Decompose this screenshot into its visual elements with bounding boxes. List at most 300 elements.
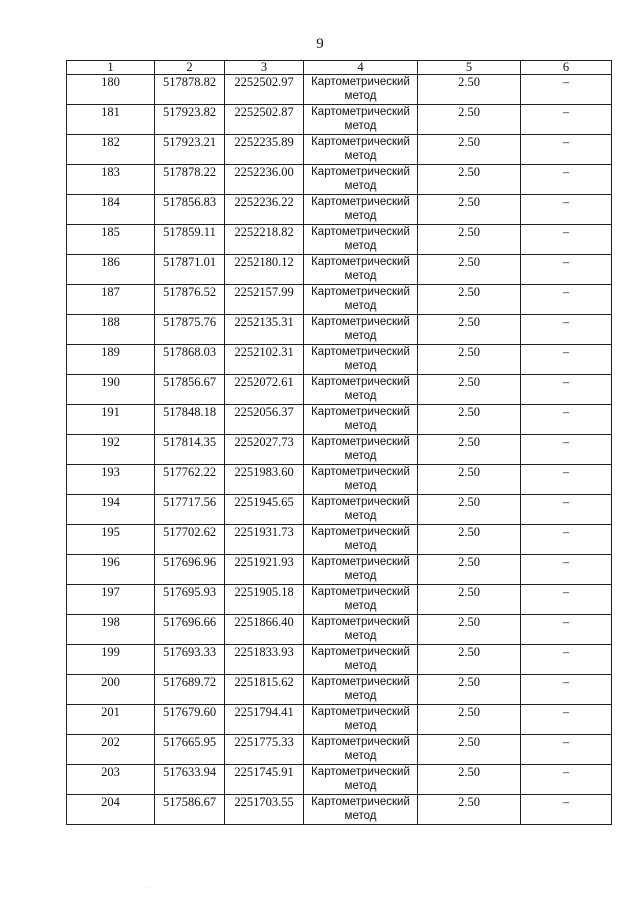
accuracy-text: 2.50: [458, 615, 480, 629]
y-coordinate-cell: [225, 345, 304, 375]
x-coordinate-cell: [155, 105, 225, 135]
point-number-text: 196: [101, 555, 120, 569]
point-number-text: 198: [101, 615, 120, 629]
point-number-cell: [67, 105, 155, 135]
x-coordinate-cell: [155, 765, 225, 795]
y-coordinate-text: 2252135.31: [234, 315, 294, 329]
x-coordinate-cell: [155, 585, 225, 615]
method-text-2: метод: [344, 120, 377, 132]
method-text-1: Картометрический: [311, 496, 410, 508]
accuracy-text: 2.50: [458, 225, 480, 239]
point-number-cell: [67, 495, 155, 525]
y-coordinate-cell: [225, 705, 304, 735]
point-number-text: 201: [101, 705, 120, 719]
accuracy-text: 2.50: [458, 675, 480, 689]
accuracy-cell: [418, 675, 521, 705]
y-coordinate-text: 2252236.00: [234, 165, 294, 179]
method-cell: [304, 285, 418, 315]
accuracy-text: 2.50: [458, 135, 480, 149]
y-coordinate-text: 2251945.65: [234, 495, 294, 509]
method-cell: [304, 255, 418, 285]
method-text-1: Картометрический: [311, 226, 410, 238]
table-row: [67, 315, 612, 345]
x-coordinate-cell: [155, 705, 225, 735]
column-6-cell: [521, 285, 612, 315]
table-row: [67, 255, 612, 285]
y-coordinate-cell: [225, 405, 304, 435]
x-coordinate-text: 517814.35: [162, 435, 217, 449]
accuracy-cell: [418, 465, 521, 495]
column-6-text: –: [562, 585, 570, 599]
accuracy-text: 2.50: [458, 195, 480, 209]
point-number-text: 180: [101, 75, 120, 89]
accuracy-text: 2.50: [458, 735, 480, 749]
x-coordinate-text: 517696.96: [162, 555, 217, 569]
y-coordinate-text: 2251775.33: [234, 735, 294, 749]
accuracy-text: 2.50: [458, 555, 480, 569]
point-number-text: 191: [101, 405, 120, 419]
accuracy-cell: [418, 585, 521, 615]
accuracy-cell: [418, 555, 521, 585]
point-number-cell: [67, 135, 155, 165]
column-6-text: –: [562, 405, 570, 419]
column-6-text: –: [562, 765, 570, 779]
method-text-2: метод: [344, 150, 377, 162]
column-6-cell: [521, 345, 612, 375]
method-text-2: метод: [344, 810, 377, 822]
column-6-text: –: [562, 375, 570, 389]
table-row: [67, 225, 612, 255]
point-number-cell: [67, 795, 155, 825]
method-text-1: Картометрический: [311, 346, 410, 358]
x-coordinate-cell: [155, 465, 225, 495]
method-text-1: Картометрический: [311, 646, 410, 658]
method-text-2: метод: [344, 240, 377, 252]
point-number-text: 197: [101, 585, 120, 599]
table-row: [67, 405, 612, 435]
column-6-text: –: [562, 675, 570, 689]
point-number-text: 202: [101, 735, 120, 749]
accuracy-cell: [418, 735, 521, 765]
accuracy-text: 2.50: [458, 645, 480, 659]
point-number-text: 185: [101, 225, 120, 239]
method-cell: [304, 495, 418, 525]
x-coordinate-text: 517696.66: [162, 615, 217, 629]
accuracy-text: 2.50: [458, 765, 480, 779]
method-text-1: Картометрический: [311, 766, 410, 778]
y-coordinate-cell: [225, 195, 304, 225]
point-number-cell: [67, 705, 155, 735]
table-row: [67, 705, 612, 735]
method-cell: [304, 135, 418, 165]
y-coordinate-text: 2251745.91: [234, 765, 294, 779]
method-cell: [304, 645, 418, 675]
accuracy-cell: [418, 765, 521, 795]
method-text-1: Картометрический: [311, 286, 410, 298]
column-6-cell: [521, 465, 612, 495]
y-coordinate-cell: [225, 165, 304, 195]
y-coordinate-cell: [225, 555, 304, 585]
column-6-text: –: [562, 255, 570, 269]
column-6-cell: [521, 165, 612, 195]
column-header-3: 3: [225, 61, 304, 75]
column-6-cell: [521, 135, 612, 165]
x-coordinate-text: 517689.72: [162, 675, 217, 689]
method-text-2: метод: [344, 330, 377, 342]
table-row: [67, 165, 612, 195]
x-coordinate-cell: [155, 675, 225, 705]
method-text-2: метод: [344, 480, 377, 492]
method-text-2: метод: [344, 690, 377, 702]
accuracy-text: 2.50: [458, 705, 480, 719]
method-cell: [304, 165, 418, 195]
column-6-cell: [521, 435, 612, 465]
column-6-text: –: [562, 195, 570, 209]
y-coordinate-cell: [225, 75, 304, 105]
x-coordinate-text: 517923.82: [162, 105, 217, 119]
accuracy-text: 2.50: [458, 375, 480, 389]
x-coordinate-cell: [155, 285, 225, 315]
x-coordinate-text: 517876.52: [162, 285, 217, 299]
table-row: [67, 375, 612, 405]
point-number-cell: [67, 315, 155, 345]
column-6-cell: [521, 405, 612, 435]
y-coordinate-text: 2252157.99: [234, 285, 294, 299]
point-number-text: 203: [101, 765, 120, 779]
x-coordinate-cell: [155, 405, 225, 435]
accuracy-text: 2.50: [458, 315, 480, 329]
x-coordinate-cell: [155, 225, 225, 255]
table-row: [67, 345, 612, 375]
point-number-text: 192: [101, 435, 120, 449]
column-6-text: –: [562, 615, 570, 629]
x-coordinate-cell: [155, 495, 225, 525]
y-coordinate-cell: [225, 435, 304, 465]
column-6-cell: [521, 735, 612, 765]
method-cell: [304, 705, 418, 735]
method-text-1: Картометрический: [311, 616, 410, 628]
accuracy-cell: [418, 195, 521, 225]
method-cell: [304, 225, 418, 255]
x-coordinate-text: 517856.83: [162, 195, 217, 209]
method-text-1: Картометрический: [311, 76, 410, 88]
method-text-1: Картометрический: [311, 556, 410, 568]
method-cell: [304, 315, 418, 345]
column-6-cell: [521, 495, 612, 525]
point-number-text: 186: [101, 255, 120, 269]
method-text-2: метод: [344, 270, 377, 282]
point-number-cell: [67, 165, 155, 195]
method-text-1: Картометрический: [311, 676, 410, 688]
point-number-text: 193: [101, 465, 120, 479]
x-coordinate-cell: [155, 345, 225, 375]
accuracy-cell: [418, 435, 521, 465]
table-row: [67, 585, 612, 615]
accuracy-cell: [418, 105, 521, 135]
point-number-cell: [67, 255, 155, 285]
column-6-text: –: [562, 345, 570, 359]
table-row: [67, 495, 612, 525]
method-text-1: Картометрический: [311, 796, 410, 808]
y-coordinate-text: 2251794.41: [234, 705, 294, 719]
column-6-text: –: [562, 165, 570, 179]
accuracy-cell: [418, 645, 521, 675]
column-6-cell: [521, 75, 612, 105]
table-row: [67, 735, 612, 765]
column-6-cell: [521, 225, 612, 255]
point-number-cell: [67, 345, 155, 375]
method-text-2: метод: [344, 570, 377, 582]
table-row: [67, 435, 612, 465]
x-coordinate-text: 517679.60: [162, 705, 217, 719]
column-6-cell: [521, 585, 612, 615]
y-coordinate-cell: [225, 645, 304, 675]
x-coordinate-text: 517848.18: [162, 405, 217, 419]
x-coordinate-text: 517875.76: [162, 315, 217, 329]
accuracy-text: 2.50: [458, 165, 480, 179]
x-coordinate-cell: [155, 135, 225, 165]
y-coordinate-text: 2251866.40: [234, 615, 294, 629]
column-header-4: 4: [304, 61, 418, 75]
point-number-text: 182: [101, 135, 120, 149]
y-coordinate-cell: [225, 135, 304, 165]
column-header-2: 2: [155, 61, 225, 75]
accuracy-cell: [418, 525, 521, 555]
accuracy-text: 2.50: [458, 465, 480, 479]
accuracy-text: 2.50: [458, 285, 480, 299]
y-coordinate-text: 2251905.18: [234, 585, 294, 599]
method-text-1: Картометрический: [311, 526, 410, 538]
y-coordinate-cell: [225, 615, 304, 645]
point-number-text: 204: [101, 795, 120, 809]
method-text-2: метод: [344, 300, 377, 312]
point-number-cell: [67, 765, 155, 795]
column-6-cell: [521, 615, 612, 645]
accuracy-cell: [418, 315, 521, 345]
y-coordinate-text: 2252235.89: [234, 135, 294, 149]
method-text-2: метод: [344, 780, 377, 792]
point-number-cell: [67, 405, 155, 435]
column-6-cell: [521, 525, 612, 555]
point-number-text: 190: [101, 375, 120, 389]
method-text-2: метод: [344, 720, 377, 732]
y-coordinate-cell: [225, 495, 304, 525]
column-6-text: –: [562, 105, 570, 119]
method-text-2: метод: [344, 90, 377, 102]
point-number-text: 183: [101, 165, 120, 179]
method-cell: [304, 555, 418, 585]
method-text-1: Картометрический: [311, 316, 410, 328]
method-text-1: Картометрический: [311, 736, 410, 748]
method-text-2: метод: [344, 210, 377, 222]
accuracy-text: 2.50: [458, 75, 480, 89]
column-6-cell: [521, 255, 612, 285]
method-cell: [304, 615, 418, 645]
y-coordinate-text: 2252056.37: [234, 405, 294, 419]
accuracy-text: 2.50: [458, 525, 480, 539]
y-coordinate-text: 2252218.82: [234, 225, 294, 239]
point-number-cell: [67, 585, 155, 615]
x-coordinate-text: 517856.67: [162, 375, 217, 389]
method-cell: [304, 375, 418, 405]
point-number-text: 195: [101, 525, 120, 539]
column-6-text: –: [562, 495, 570, 509]
table-row: [67, 135, 612, 165]
accuracy-cell: [418, 375, 521, 405]
point-number-cell: [67, 735, 155, 765]
accuracy-cell: [418, 405, 521, 435]
point-number-text: 188: [101, 315, 120, 329]
table-row: [67, 465, 612, 495]
column-6-cell: [521, 105, 612, 135]
method-cell: [304, 795, 418, 825]
y-coordinate-text: 2251983.60: [234, 465, 294, 479]
point-number-cell: [67, 555, 155, 585]
column-6-text: –: [562, 315, 570, 329]
method-text-1: Картометрический: [311, 406, 410, 418]
x-coordinate-text: 517871.01: [162, 255, 217, 269]
column-6-cell: [521, 375, 612, 405]
method-text-1: Картометрический: [311, 706, 410, 718]
point-number-text: 181: [101, 105, 120, 119]
x-coordinate-text: 517868.03: [162, 345, 217, 359]
method-text-2: метод: [344, 600, 377, 612]
y-coordinate-cell: [225, 765, 304, 795]
x-coordinate-cell: [155, 735, 225, 765]
column-6-text: –: [562, 225, 570, 239]
column-6-cell: [521, 645, 612, 675]
method-cell: [304, 105, 418, 135]
column-6-text: –: [562, 735, 570, 749]
method-text-1: Картометрический: [311, 586, 410, 598]
y-coordinate-text: 2252180.12: [234, 255, 294, 269]
point-number-text: 187: [101, 285, 120, 299]
table-row: [67, 765, 612, 795]
y-coordinate-text: 2251931.73: [234, 525, 294, 539]
column-6-cell: [521, 315, 612, 345]
table-row: [67, 795, 612, 825]
column-6-text: –: [562, 555, 570, 569]
table-row: [67, 645, 612, 675]
method-text-1: Картометрический: [311, 376, 410, 388]
method-cell: [304, 465, 418, 495]
point-number-cell: [67, 75, 155, 105]
y-coordinate-cell: [225, 375, 304, 405]
method-cell: [304, 75, 418, 105]
point-number-text: 199: [101, 645, 120, 659]
table-row: [67, 525, 612, 555]
x-coordinate-text: 517633.94: [162, 765, 217, 779]
y-coordinate-cell: [225, 675, 304, 705]
x-coordinate-cell: [155, 555, 225, 585]
x-coordinate-cell: [155, 375, 225, 405]
accuracy-cell: [418, 615, 521, 645]
method-text-1: Картометрический: [311, 196, 410, 208]
column-6-text: –: [562, 135, 570, 149]
y-coordinate-cell: [225, 525, 304, 555]
y-coordinate-text: 2251921.93: [234, 555, 294, 569]
x-coordinate-cell: [155, 255, 225, 285]
x-coordinate-cell: [155, 435, 225, 465]
method-text-2: метод: [344, 180, 377, 192]
x-coordinate-cell: [155, 165, 225, 195]
method-text-1: Картометрический: [311, 136, 410, 148]
y-coordinate-text: 2252072.61: [234, 375, 294, 389]
x-coordinate-text: 517878.22: [162, 165, 217, 179]
accuracy-text: 2.50: [458, 585, 480, 599]
column-6-text: –: [562, 465, 570, 479]
point-number-cell: [67, 465, 155, 495]
table-row: [67, 75, 612, 105]
point-number-text: 194: [101, 495, 120, 509]
method-text-1: Картометрический: [311, 436, 410, 448]
method-cell: [304, 405, 418, 435]
x-coordinate-text: 517693.33: [162, 645, 217, 659]
point-number-cell: [67, 645, 155, 675]
column-6-cell: [521, 795, 612, 825]
x-coordinate-cell: [155, 615, 225, 645]
y-coordinate-cell: [225, 315, 304, 345]
table-row: [67, 675, 612, 705]
y-coordinate-text: 2251703.55: [234, 795, 294, 809]
accuracy-cell: [418, 495, 521, 525]
page-number: 9: [316, 36, 324, 52]
method-text-2: метод: [344, 750, 377, 762]
column-header-5: 5: [418, 61, 521, 75]
x-coordinate-cell: [155, 75, 225, 105]
x-coordinate-cell: [155, 795, 225, 825]
point-number-cell: [67, 225, 155, 255]
method-cell: [304, 765, 418, 795]
accuracy-cell: [418, 255, 521, 285]
x-coordinate-cell: [155, 315, 225, 345]
column-6-text: –: [562, 525, 570, 539]
point-number-text: 184: [101, 195, 120, 209]
table-row: [67, 285, 612, 315]
method-text-2: метод: [344, 630, 377, 642]
point-number-cell: [67, 195, 155, 225]
method-text-2: метод: [344, 540, 377, 552]
column-6-cell: [521, 675, 612, 705]
y-coordinate-text: 2252236.22: [234, 195, 294, 209]
accuracy-text: 2.50: [458, 435, 480, 449]
method-cell: [304, 735, 418, 765]
accuracy-cell: [418, 165, 521, 195]
accuracy-text: 2.50: [458, 405, 480, 419]
method-text-1: Картометрический: [311, 466, 410, 478]
x-coordinate-text: 517586.67: [162, 795, 217, 809]
y-coordinate-text: 2252502.97: [234, 75, 294, 89]
method-text-2: метод: [344, 450, 377, 462]
y-coordinate-cell: [225, 735, 304, 765]
table-row: [67, 615, 612, 645]
column-6-cell: [521, 765, 612, 795]
x-coordinate-cell: [155, 195, 225, 225]
column-6-text: –: [562, 75, 570, 89]
accuracy-cell: [418, 705, 521, 735]
x-coordinate-text: 517702.62: [162, 525, 217, 539]
accuracy-cell: [418, 75, 521, 105]
y-coordinate-text: 2251815.62: [234, 675, 294, 689]
accuracy-text: 2.50: [458, 105, 480, 119]
y-coordinate-cell: [225, 585, 304, 615]
x-coordinate-cell: [155, 645, 225, 675]
method-text-2: метод: [344, 660, 377, 672]
x-coordinate-text: 517717.56: [162, 495, 217, 509]
point-number-text: 189: [101, 345, 120, 359]
y-coordinate-text: 2252027.73: [234, 435, 294, 449]
column-6-text: –: [562, 285, 570, 299]
